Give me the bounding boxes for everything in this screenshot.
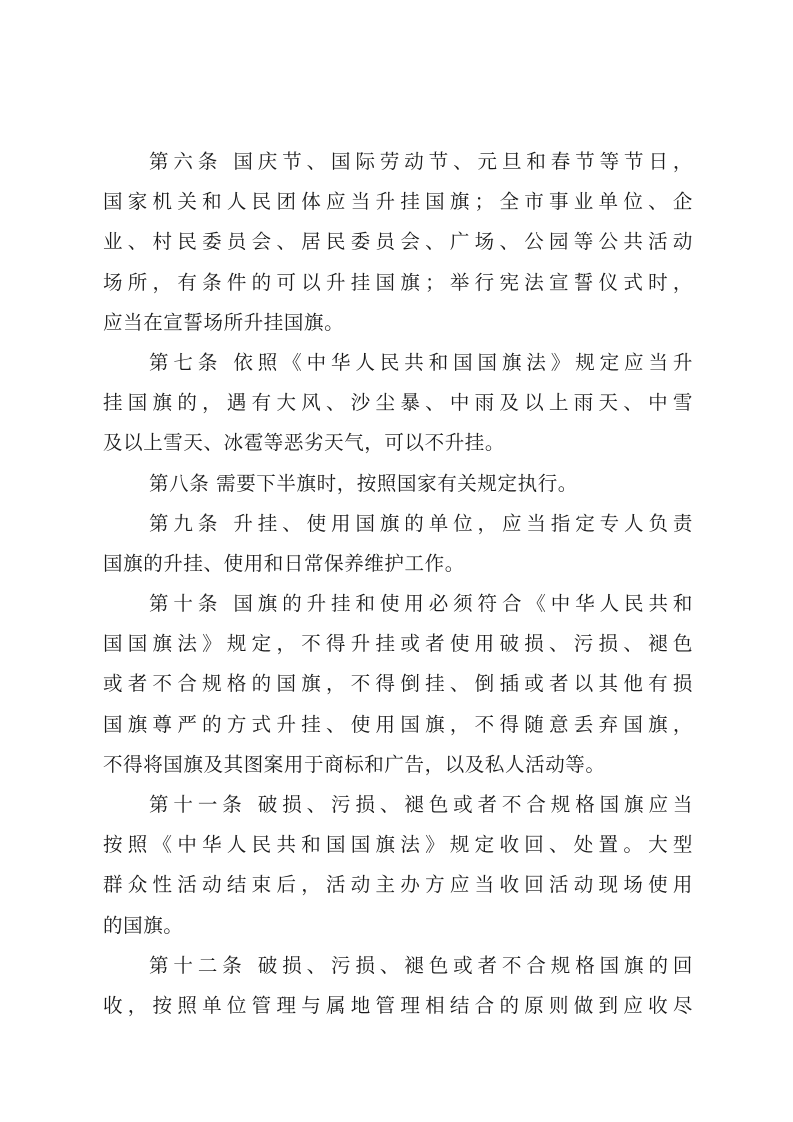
text-line: 收，按照单位管理与属地管理相结合的原则做到应收尽	[103, 993, 693, 1017]
text-line: 第十二条 破损、污损、褪色或者不合规格国旗的回	[149, 953, 693, 977]
text-line: 及以上雪天、冰雹等恶劣天气，可以不升挂。	[103, 431, 506, 455]
text-line: 或者不合规格的国旗，不得倒挂、倒插或者以其他有损	[103, 672, 693, 696]
text-line: 的国旗。	[103, 913, 184, 937]
text-line: 第七条 依照《中华人民共和国国旗法》规定应当升	[149, 350, 693, 374]
text-line: 国国旗法》规定，不得升挂或者使用破损、污损、褪色	[103, 632, 693, 656]
text-line: 场所，有条件的可以升挂国旗；举行宪法宣誓仪式时，	[103, 270, 693, 294]
text-line: 第九条 升挂、使用国旗的单位，应当指定专人负责	[149, 511, 693, 535]
text-line: 挂国旗的，遇有大风、沙尘暴、中雨及以上雨天、中雪	[103, 391, 693, 415]
text-line: 第十一条 破损、污损、褪色或者不合规格国旗应当	[149, 793, 693, 816]
text-line: 第八条 需要下半旗时，按照国家有关规定执行。	[149, 471, 578, 495]
text-line: 按照《中华人民共和国国旗法》规定收回、处置。大型	[103, 833, 693, 857]
text-line: 应当在宣誓场所升挂国旗。	[103, 310, 345, 334]
text-line: 国家机关和人民团体应当升挂国旗；全市事业单位、企	[103, 190, 693, 214]
text-line: 群众性活动结束后，活动主办方应当收回活动现场使用	[103, 873, 693, 897]
text-line: 业、村民委员会、居民委员会、广场、公园等公共活动	[103, 230, 693, 254]
text-line: 国旗的升挂、使用和日常保养维护工作。	[103, 551, 465, 575]
document-body	[103, 142, 693, 1026]
text-line: 国旗尊严的方式升挂、使用国旗，不得随意丢弃国旗，	[103, 712, 693, 736]
text-line: 第六条 国庆节、国际劳动节、元旦和春节等节日，	[149, 150, 693, 173]
text-line: 第十条 国旗的升挂和使用必须符合《中华人民共和	[149, 592, 693, 616]
text-line: 不得将国旗及其图案用于商标和广告，以及私人活动等。	[103, 752, 606, 776]
